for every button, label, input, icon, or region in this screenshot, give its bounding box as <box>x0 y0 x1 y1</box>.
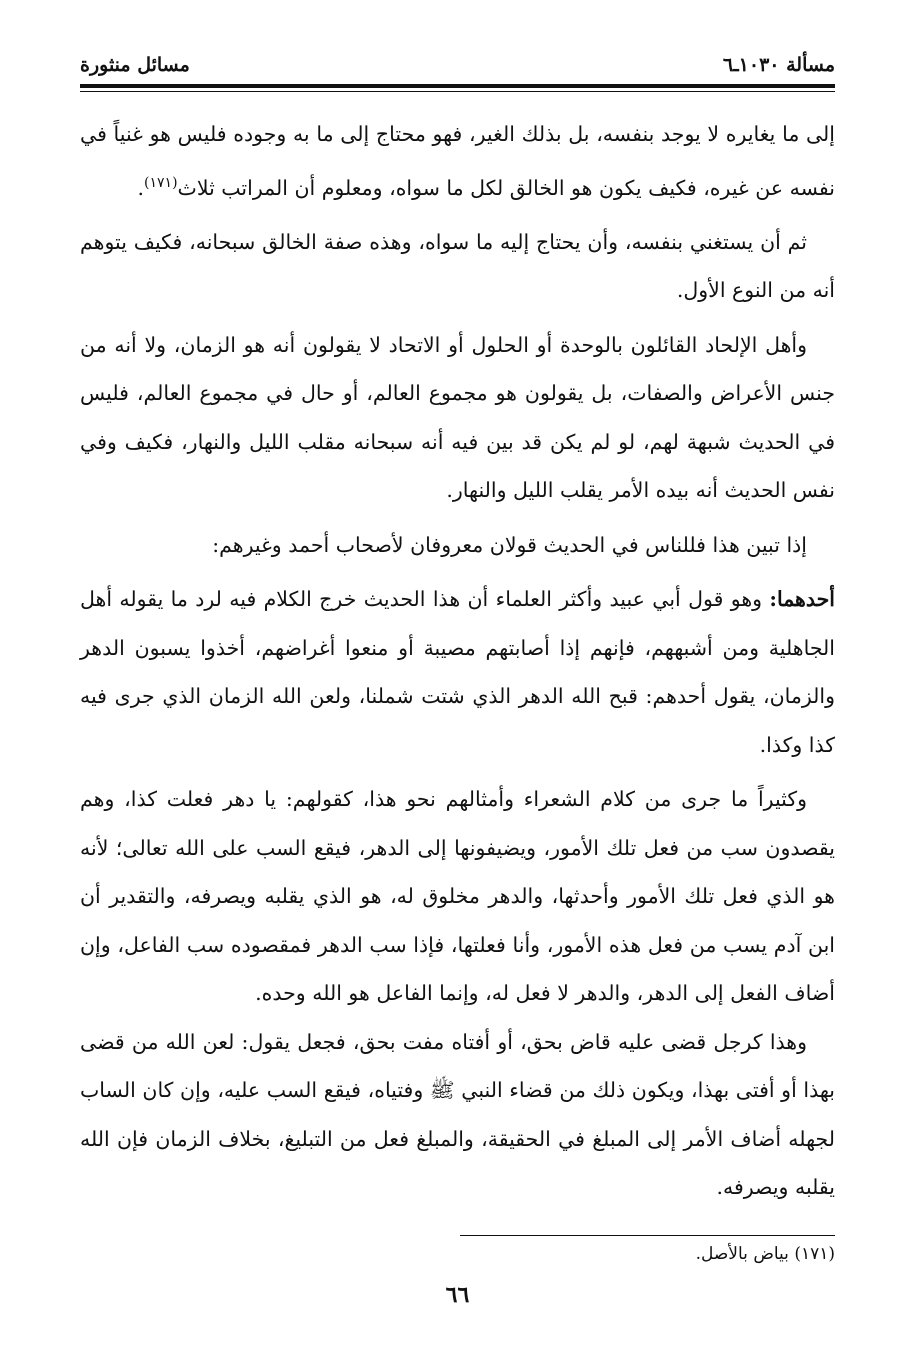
paragraph-5 <box>80 575 835 769</box>
paragraph-lead-word: أحدهما: <box>769 587 835 612</box>
header-rule-thick <box>80 84 835 88</box>
paragraph-6 <box>80 775 835 1018</box>
paragraph-7 <box>80 1018 835 1212</box>
running-header <box>80 50 835 80</box>
paragraph-1 <box>80 110 835 212</box>
issue-label: مسألة ١٠٣٠ـ٦ <box>722 54 835 76</box>
paragraph-text: ثم أن يستغني بنفسه، وأن يحتاج إليه ما سواه، وهذه صفة الخالق سبحانه، فكيف يتوهم أنه من النوع الأول. <box>80 229 835 303</box>
paragraph-text: وأهل الإلحاد القائلون بالوحدة أو الحلول أو الاتحاد لا يقولون أنه هو الزمان، ولا أنه من جنس الأعراض والصفات، بل يقولون هو مجموع العالم، أو حال في مجموع العالم، فليس في الحديث شبهة لهم، لو لم يكن قد بين فيه أنه سبحانه مقلب الليل والنهار، فكيف وفي نفس الحديث أنه بيده الأمر يقلب الليل والنهار. <box>80 332 835 503</box>
paragraph-2 <box>80 218 835 315</box>
paragraph-3 <box>80 321 835 515</box>
paragraph-text: إذا تبين هذا فللناس في الحديث قولان معروفان لأصحاب أحمد وغيرهم: <box>212 532 807 557</box>
paragraph-text: إلى ما يغايره لا يوجد بنفسه، بل بذلك الغير، فهو محتاج إلى ما به وجوده فليس هو غنياً في نفسه عن غيره، فكيف يكون هو الخالق لكل ما سواه، ومعلوم أن المراتب ثلاث <box>80 122 835 200</box>
footnote: (١٧١) بياض بالأصل. <box>695 1244 835 1264</box>
page-number: ٦٦ <box>445 1282 470 1308</box>
footnote-reference: (١٧١) <box>144 174 178 191</box>
paragraph-4 <box>80 521 835 570</box>
paragraph-text: وكثيراً ما جرى من كلام الشعراء وأمثالهم نحو هذا، كقولهم: يا دهر فعلت كذا، وهم يقصدون سب من فعل تلك الأمور، ويضيفونها إلى الدهر، فيقع السب على الله تعالى؛ لأنه هو الذي فعل تلك الأمور وأحدثها، والدهر مخلوق له، هو الذي يقلبه ويصرفه، والتقدير أن ابن آدم يسب من فعل هذه الأمور، وأنا فعلتها، فإذا سب الدهر فمقصوده سب الفاعل، وإن أضاف الفعل إلى الدهر، والدهر لا فعل له، وإنما الفاعل هو الله وحده. <box>80 787 835 1006</box>
paragraph-tail: . <box>137 175 145 200</box>
header-rule-thin <box>80 91 835 92</box>
book-title: مسائل منثورة <box>80 54 190 76</box>
paragraph-text: وهذا كرجل قضى عليه قاض بحق، أو أفتاه مفت بحق، فجعل يقول: لعن الله من قضى بهذا أو أفتى بهذا، ويكون ذلك من قضاء النبي ﷺ وفتياه، فيقع السب عليه، وإن كان الساب لجهله أضاف الأمر إلى المبلغ في الحقيقة، والمبلغ فعل من التبليغ، بخلاف الزمان فإن الله يقلبه ويصرفه. <box>80 1029 835 1200</box>
paragraph-text: وهو قول أبي عبيد وأكثر العلماء أن هذا الحديث خرج الكلام فيه لرد ما يقوله أهل الجاهلية ومن أشبههم، فإنهم إذا أصابتهم مصيبة أو منعوا أغراضهم، أخذوا يسبون الدهر والزمان، يقول أحدهم: قبح الله الدهر الذي شتت شملنا، ولعن الله الزمان الذي جرى فيه كذا وكذا. <box>80 587 835 757</box>
body-text <box>80 110 835 1212</box>
footnote-separator <box>460 1235 835 1236</box>
